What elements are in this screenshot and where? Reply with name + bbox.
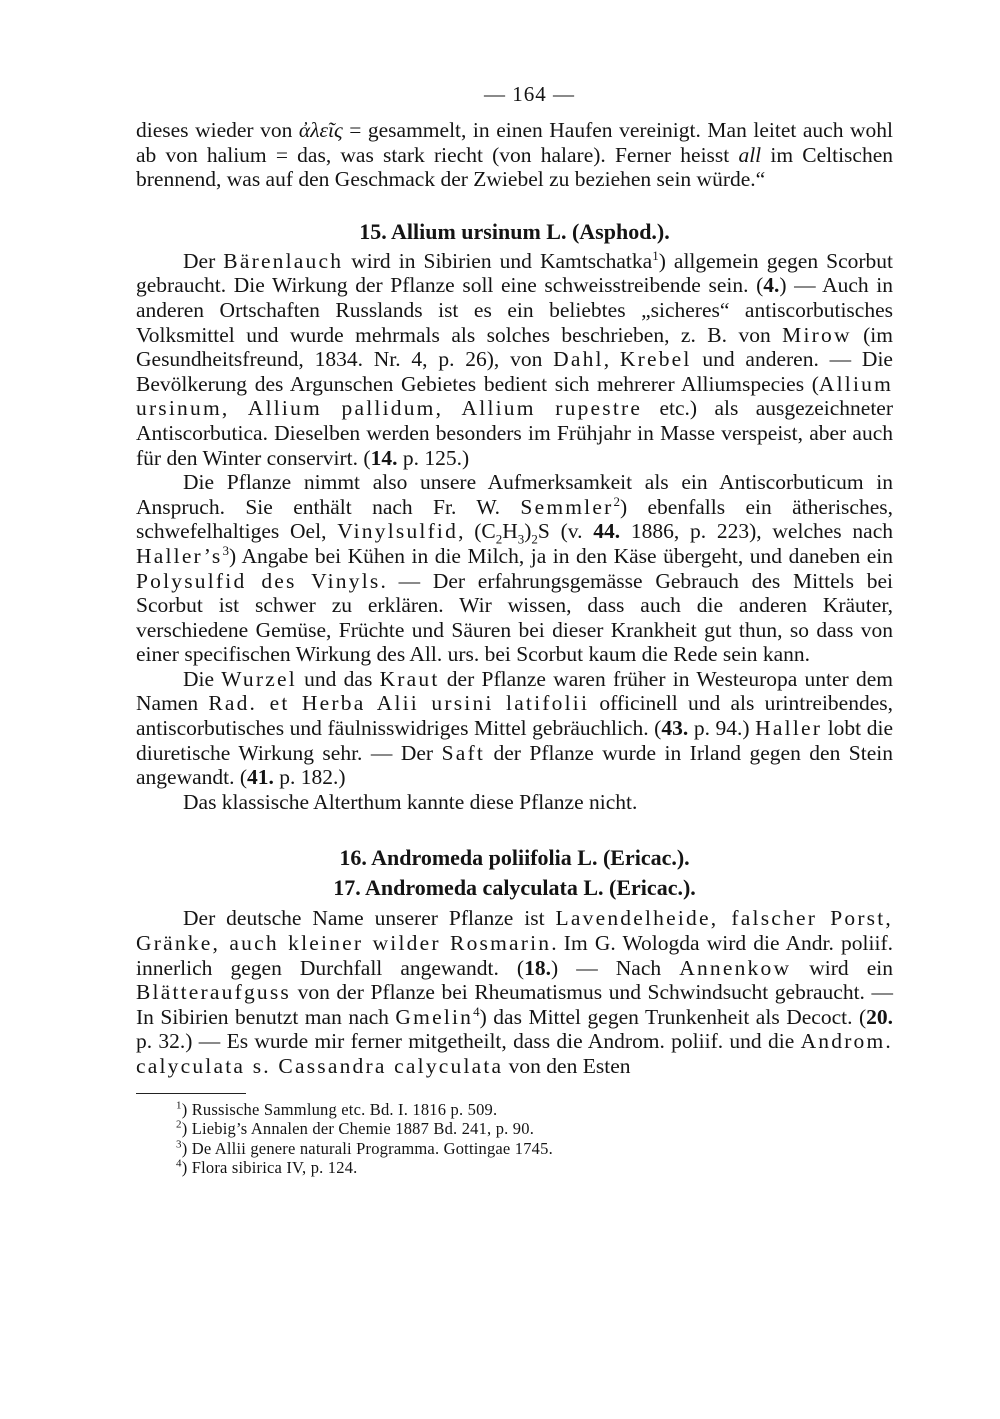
spaced-term: Bärenlauch — [223, 248, 344, 273]
footnote-ref: 4 — [473, 1003, 480, 1019]
subscript: 2 — [495, 531, 503, 547]
page-number: — 164 — — [484, 82, 575, 106]
spaced-term: Dahl — [553, 347, 604, 372]
text: von der Pflanze bei Rheumatismus und Schwindsucht gebraucht. — In Sibirien benutzt man nach — [136, 980, 893, 1029]
text: ) ebenfalls ein ätherisches, schwefelhaltiges Oel, — [136, 494, 893, 544]
reference-number: 44. — [593, 519, 621, 544]
subscript: 3 — [517, 531, 525, 547]
spaced-term: Lavendelheide, falscher Porst, Gränke, auch kleiner wilder Rosmarin — [136, 906, 893, 956]
text: ) — Auch in anderen Ortschaften Russlands ist es ein beliebtes „sicheres“ antiscorbutisches Volksmittel und wurde mehrmals als solches beschrieben, z. B. von — [136, 273, 893, 347]
formula-part: ) — [524, 519, 532, 544]
text: , — [603, 347, 620, 372]
paragraph-allium-1 — [136, 249, 893, 470]
spaced-term: Androm. calyculata s. Cassandra calyculata — [136, 1029, 893, 1078]
footnote-text: ) Liebig’s Annalen der Chemie 1887 Bd. 241, p. 90. — [181, 1119, 535, 1139]
formula-part: S (v. — [537, 519, 594, 544]
text: im Celtischen brennend, was auf den Geschmack der Zwiebel zu beziehen sein würde.“ — [136, 142, 893, 192]
text: p. 94.) — [688, 716, 756, 741]
text: ) — Nach — [550, 955, 680, 980]
text: = gesammelt, in einen Haufen vereinigt. Man leitet auch wohl ab von halium = das, was stark riecht (von halare). Ferner heisst — [136, 118, 893, 167]
text: officinell und als urintreibendes, antiscorbutisches und fäulnisswidriges Mittel gebräuchlich. ( — [136, 691, 893, 741]
text: p. 125.) — [397, 445, 470, 470]
spaced-term: Vinylsulfid — [337, 519, 459, 544]
text: ) allgemein gegen Scorbut gebraucht. Die Wirkung der Pflanze soll eine schweisstreibende sein. ( — [136, 248, 894, 298]
spaced-term: Krebel — [619, 347, 692, 372]
text: ) Angabe bei Kühen in die Milch, ja in den Käse übergeht, und daneben ein — [228, 543, 893, 568]
text: . — Der erfahrungsgemässe Gebrauch des Mittels bei Scorbut ist schwer zu erklären. Wir wissen, dass auch die anderen Kräuter, verschiedene Gemüse, Früchte und Säuren bei dieser Krankheit gut thun, so dass von einer specifischen Wirkung des All. urs. bei Scorbut kaum die Rede sein kann. — [136, 568, 893, 667]
subscript: 2 — [531, 531, 538, 547]
footnote-ref: 1 — [652, 247, 659, 263]
text: Die Pflanze nimmt also unsere Aufmerksamkeit als ein Antiscorbuticum in Anspruch. Sie enthält nach Fr. W. — [136, 470, 893, 519]
spaced-term: Haller’s — [136, 543, 223, 568]
footnotes — [136, 1100, 893, 1178]
text: p. 32.) — Es wurde mir ferner mitgetheilt, dass die Androm. poliif. und die — [136, 1029, 801, 1054]
footnote-text: ) De Allii genere naturali Programma. Gottingae 1745. — [181, 1138, 553, 1158]
text: Die — [183, 666, 222, 691]
spaced-term: Rad. et Herba Alii ursini latifolii — [208, 691, 590, 716]
text: 1886, p. 223), welches nach — [620, 519, 893, 544]
spaced-term: Annenkow — [679, 955, 792, 980]
spaced-term: Semmler — [520, 494, 614, 519]
footnote-text: ) Flora sibirica IV, p. 124. — [181, 1158, 358, 1178]
text: und das — [296, 666, 380, 691]
spaced-term: Polysulfid des Vinyls — [136, 568, 381, 593]
footnote-number: 4 — [176, 1157, 182, 1170]
book-page — [136, 82, 893, 1178]
text: . Im G. Wologda wird die Andr. poliif. innerlich gegen Durchfall angewandt. ( — [136, 931, 893, 980]
spaced-term: Saft — [441, 740, 485, 765]
reference-number: 43. — [661, 716, 689, 741]
formula-part: H — [502, 519, 518, 544]
text: von den Esten — [503, 1054, 631, 1078]
text: Der — [183, 248, 224, 273]
section-heading-17: 17. Andromeda calyculata L. (Ericac.). — [333, 875, 696, 901]
section-heading-15: 15. Allium ursinum L. (Asphod.). — [359, 218, 670, 244]
text: und anderen. — Die Bevölkerung des Argunschen Gebietes bedient sich mehrerer Alliumspecies ( — [136, 347, 893, 396]
spaced-term: Gmelin — [395, 1004, 474, 1029]
paragraph-allium-4: Das klassische Alterthum kannte diese Pflanze nicht. — [183, 789, 638, 814]
paragraph-allium-2 — [136, 470, 893, 667]
text: Der deutsche Name unserer Pflanze ist — [183, 906, 556, 931]
footnote-ref: 3 — [222, 542, 229, 558]
text: wird in Sibirien und Kamtschatka — [343, 248, 653, 273]
footnote — [176, 1139, 893, 1159]
paragraph-allium-3 — [136, 667, 893, 790]
footnote-number: 1 — [176, 1099, 182, 1112]
text: wird ein — [791, 955, 893, 980]
italic-word: all — [738, 142, 762, 167]
spaced-term: Haller — [755, 716, 823, 741]
text: der Pflanze wurde in Irland gegen den Stein angewandt. ( — [136, 740, 893, 790]
spaced-term: Mirow — [782, 322, 852, 347]
text: der Pflanze waren früher in Westeuropa unter dem Namen — [136, 666, 893, 716]
footnote-divider — [136, 1093, 246, 1094]
text: p. 182.) — [273, 765, 346, 790]
spaced-term: Allium ursinum, Allium pallidum, Allium rupestre — [136, 371, 893, 421]
footnote-number: 3 — [176, 1138, 182, 1151]
footnote-number: 2 — [176, 1118, 182, 1131]
footnote — [176, 1100, 893, 1120]
footnote-ref: 2 — [613, 493, 620, 509]
spaced-term: Blätteraufguss — [136, 980, 291, 1005]
reference-number: 18. — [524, 955, 551, 980]
section-heading-16: 16. Andromeda poliifolia L. (Ericac.). — [339, 845, 690, 871]
text: lobt die diuretische Wirkung sehr. — Der — [136, 716, 893, 765]
text: dieses wieder von — [136, 118, 299, 142]
paragraph-andromeda — [136, 906, 893, 1078]
greek-word: ἀλεῖς — [298, 118, 343, 142]
text: (im Gesundheitsfreund, 1834. Nr. 4, p. 26), von — [136, 322, 893, 372]
footnote — [176, 1119, 893, 1139]
reference-number: 4. — [763, 273, 780, 298]
paragraph-etymology — [136, 118, 893, 192]
reference-number: 14. — [370, 445, 398, 470]
spaced-term: Kraut — [379, 666, 440, 691]
spaced-term: Wurzel — [221, 666, 297, 691]
reference-number: 41. — [247, 765, 274, 790]
footnote-text: ) Russische Sammlung etc. Bd. I. 1816 p. 509. — [181, 1099, 498, 1119]
text: ) das Mittel gegen Trunkenheit als Decoct. ( — [479, 1004, 867, 1029]
formula-part: , (C — [458, 519, 496, 544]
text: etc.) als ausgezeichneter Antiscorbutica. Dieselben werden besonders im Frühjahr in Masse verspeist, aber auch für den Winter conservirt. ( — [136, 396, 894, 470]
reference-number: 20. — [866, 1004, 893, 1029]
footnote — [176, 1158, 893, 1178]
